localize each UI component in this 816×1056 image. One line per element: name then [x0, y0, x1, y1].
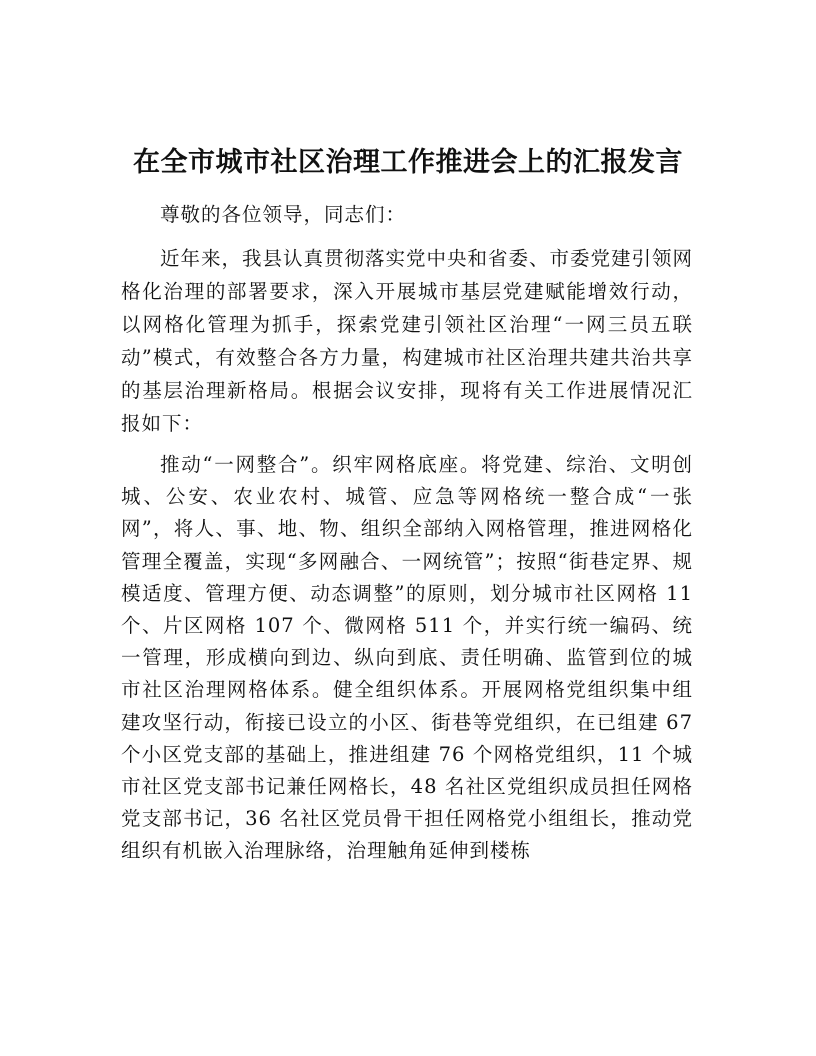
body-paragraph: 近年来，我县认真贯彻落实党中央和省委、市委党建引领网格化治理的部署要求，深入开展城市基层党建赋能增效行动，以网格化管理为抓手，探索党建引领社区治理“一网三员五联动”模式，有效整合各方力量，构建城市社区治理共建共治共享的基层治理新格局。根据会议安排，现将有关工作进展情况汇报如下：: [121, 247, 694, 435]
body-paragraph: 推动“一网整合”。织牢网格底座。将党建、综治、文明创城、公安、农业农村、城管、应急等网格统一整合成“一张网”，将人、事、地、物、组织全部纳入网格管理，推进网格化管理全覆盖，实现“多网融合、一网统管”；按照“街巷定界、规模适度、管理方便、动态调整”的原则，划分城市社区网格 11 个、片区网格 107 个、微网格 511 个，并实行统一编码、统一管理，形成横向到边、纵向到底、责任明确、监管到位的城市社区治理网格体系。健全组织体系。开展网格党组织集中组建攻坚行动，衔接已设立的小区、街巷等党组织，在已组建 67 个小区党支部的基础上，推进组建 76 个网格党组织，11 个城市社区党支部书记兼任网格长，48 名社区党组织成员担任网格党支部书记，36 名社区党员骨干担任网格党小组组长，推动党组织有机嵌入治理脉络，治理触角延伸到楼栋: [121, 453, 693, 863]
document-body: [121, 198, 693, 868]
greeting-paragraph: 尊敬的各位领导，同志们：: [160, 203, 407, 226]
document-title: 在全市城市社区治理工作推进会上的汇报发言: [133, 147, 683, 178]
